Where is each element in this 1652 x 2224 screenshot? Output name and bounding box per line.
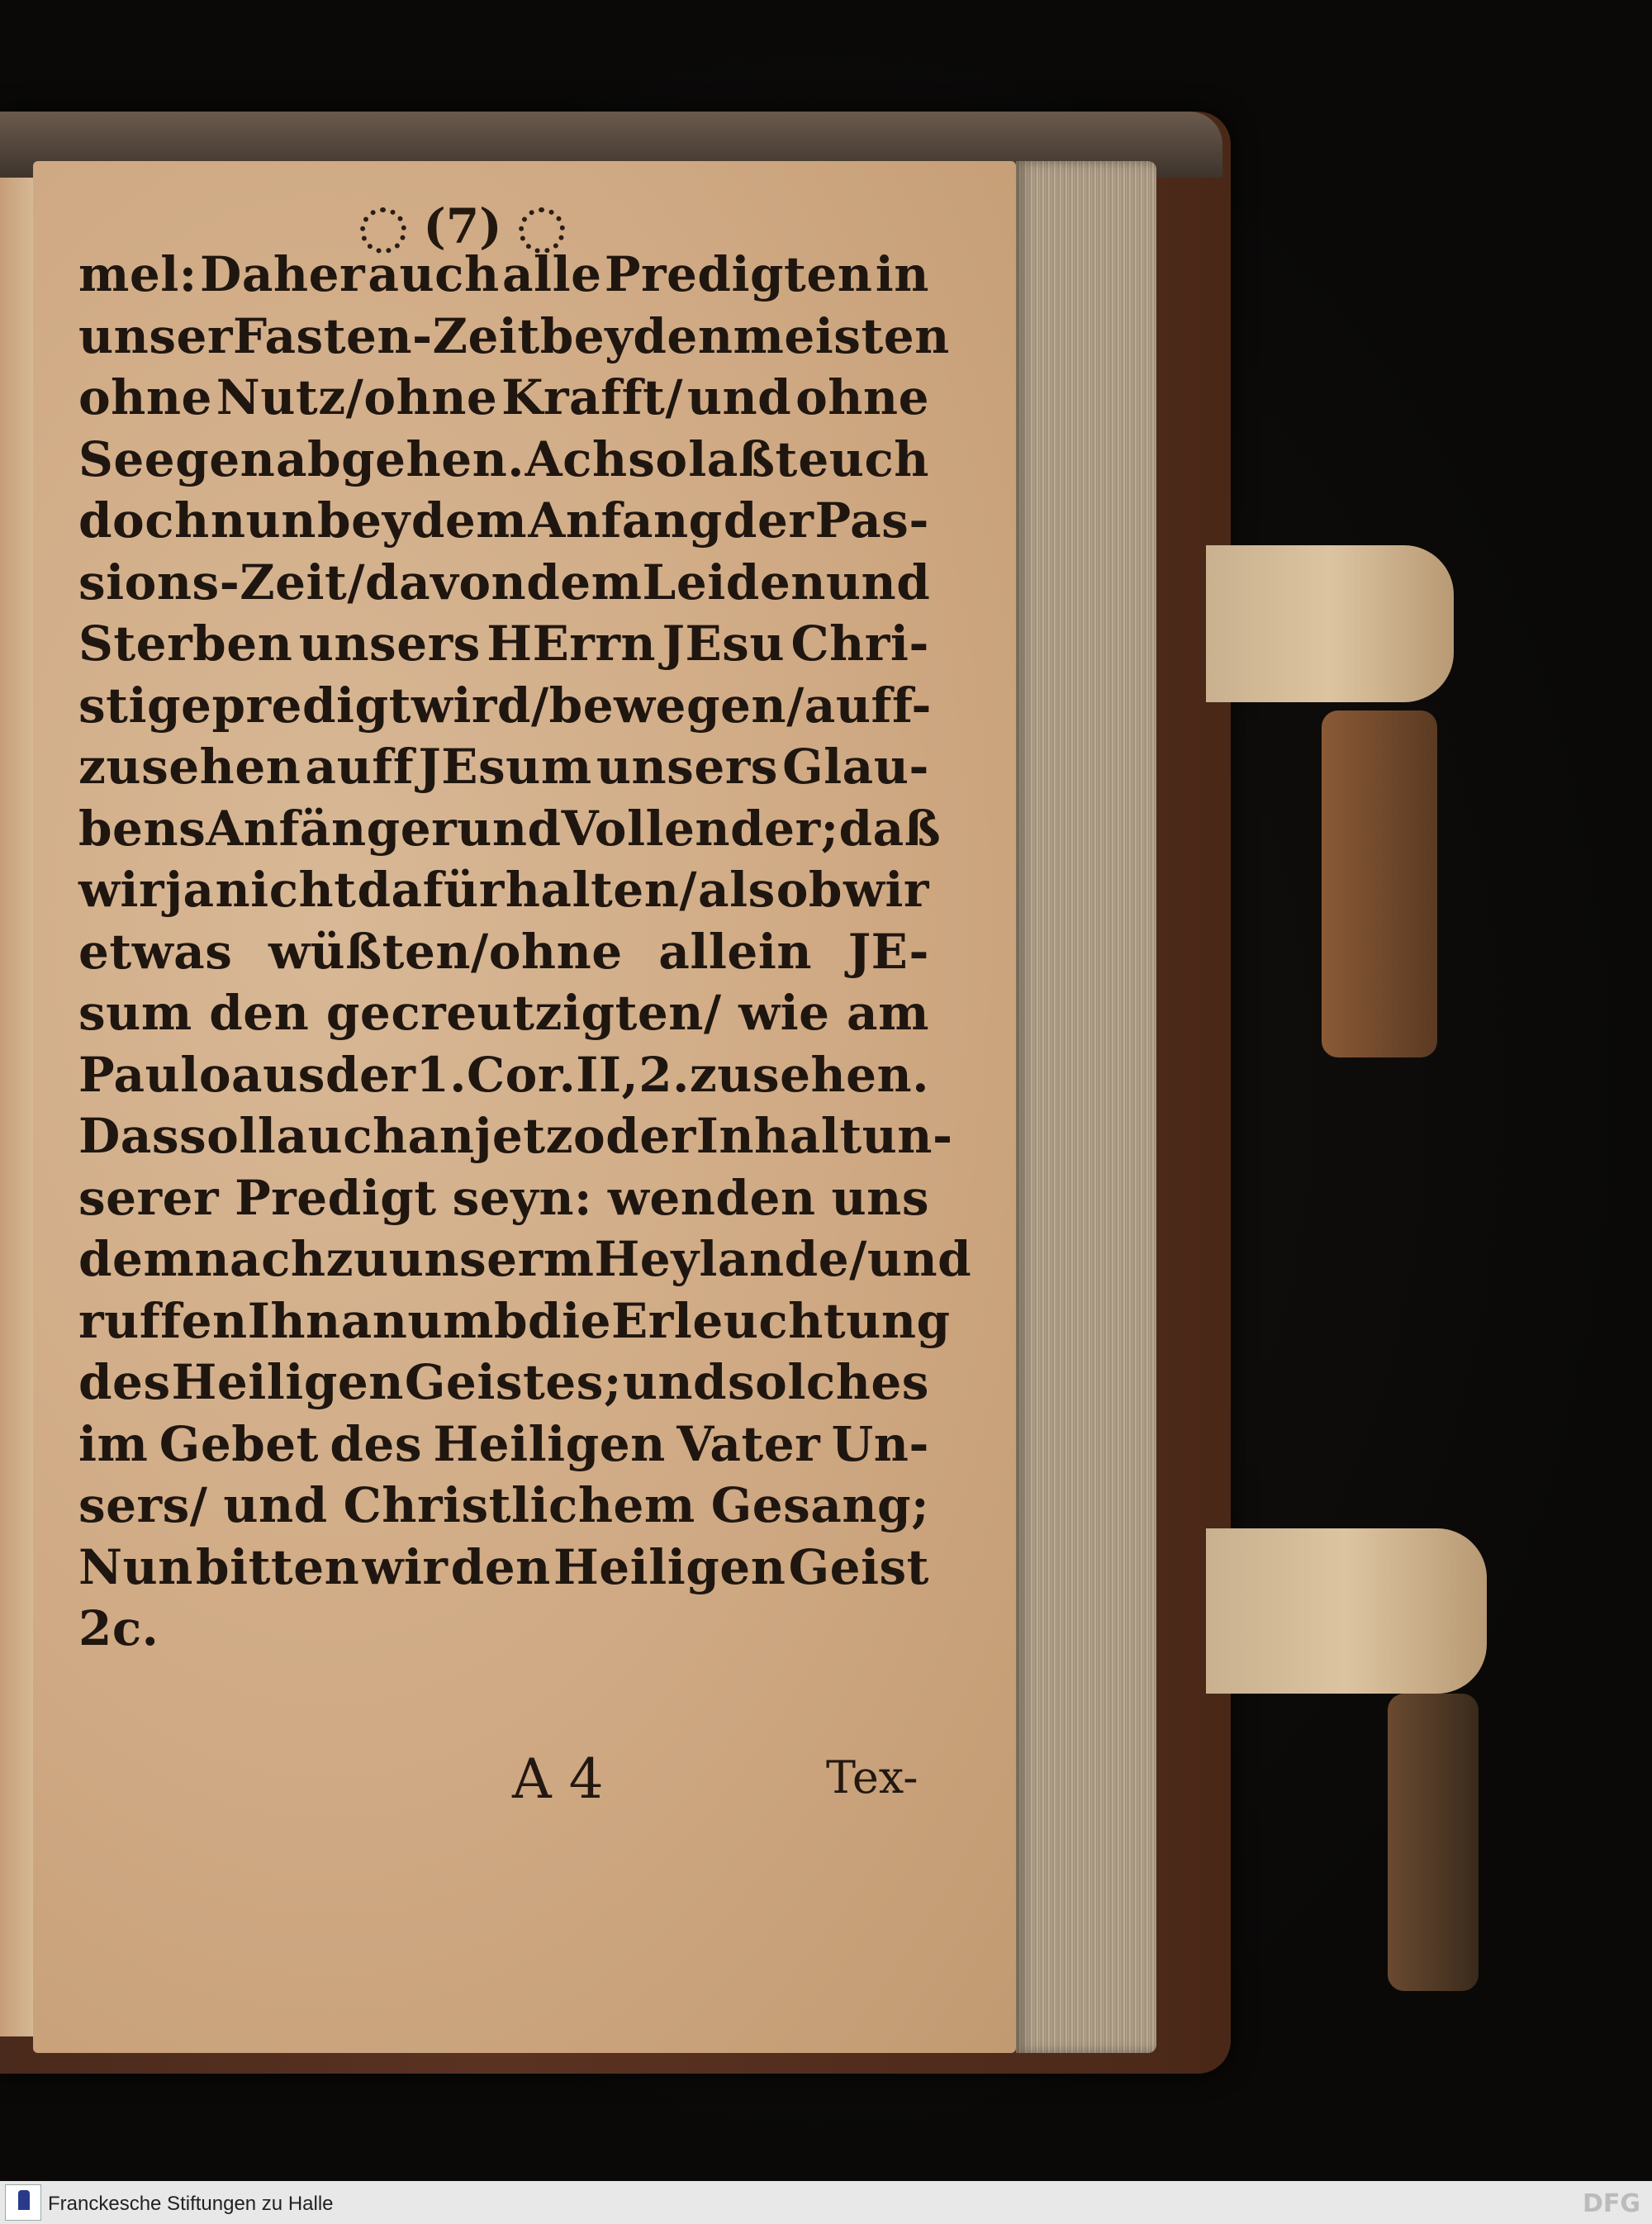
word: uns	[831, 1169, 929, 1226]
text-line	[78, 552, 929, 614]
word: Ihn	[247, 1292, 341, 1349]
word: Fasten-Zeit	[232, 307, 540, 364]
word: sers/	[78, 1477, 208, 1533]
word: HErrn	[487, 615, 657, 672]
word: wüßten/ohne	[268, 923, 623, 980]
word: 1.	[415, 1046, 468, 1103]
text-line	[78, 798, 942, 860]
word: ohne	[795, 369, 929, 425]
word: da	[365, 554, 431, 611]
word: so	[628, 430, 688, 487]
word: soll	[179, 1108, 277, 1164]
word: bens	[78, 800, 206, 857]
word: Gebet	[159, 1415, 319, 1472]
word: Nun	[78, 1538, 193, 1595]
word: der	[605, 1108, 696, 1164]
text-line	[78, 1290, 951, 1352]
text-line	[78, 1598, 929, 1660]
word: ob	[776, 862, 843, 918]
word: Paulo	[78, 1046, 232, 1103]
text-line	[78, 921, 929, 983]
word: und	[825, 554, 931, 611]
word: den	[450, 1538, 551, 1595]
word: des	[78, 1354, 171, 1410]
text-line	[78, 1044, 929, 1106]
word: Predigt	[235, 1169, 437, 1226]
word: Anfänger	[206, 800, 458, 857]
word: aus	[231, 1046, 325, 1103]
word: dem	[411, 492, 528, 549]
text-line	[78, 1414, 929, 1476]
word: in	[875, 246, 929, 302]
upper-clasp-metal	[1322, 710, 1437, 1057]
word: auff	[305, 739, 415, 795]
previous-page-edge	[0, 178, 37, 2036]
word: nicht	[215, 862, 357, 918]
word: auff-	[804, 677, 932, 734]
word: und	[866, 1231, 972, 1287]
text-line	[78, 982, 929, 1044]
word: Nutz/ohne	[216, 369, 498, 425]
word: wir	[78, 862, 165, 918]
word: Inhalt	[695, 1108, 862, 1164]
word: alle	[501, 246, 602, 302]
word: Heiligen	[433, 1415, 666, 1472]
word: JEsum	[418, 739, 592, 795]
word: und	[457, 800, 562, 857]
word: daß	[838, 800, 942, 857]
word: am	[847, 985, 929, 1041]
word: II,	[576, 1046, 639, 1103]
dfg-mark: DFG	[1582, 2189, 1640, 2218]
word: demnach	[78, 1231, 326, 1287]
word: dafür	[357, 862, 505, 918]
text-line	[78, 1352, 929, 1414]
word: Pas-	[814, 492, 929, 549]
lower-clasp-metal	[1388, 1694, 1479, 1991]
footer-bar	[0, 2181, 1652, 2224]
text-line	[78, 1475, 929, 1537]
word: halten/	[505, 862, 698, 918]
word: wenden	[607, 1169, 816, 1226]
word: serer	[78, 1169, 220, 1226]
word: Geistes;	[404, 1354, 622, 1410]
word: zusehen.	[689, 1046, 929, 1103]
text-line	[78, 367, 929, 429]
institution-name: Franckesche Stiftungen zu Halle	[48, 2193, 334, 2215]
word: ohne	[78, 369, 212, 425]
word: Vollender;	[561, 800, 839, 857]
word: der	[723, 492, 814, 549]
word: Daher	[200, 246, 366, 302]
lower-clasp-strap	[1206, 1528, 1487, 1694]
word: allein	[658, 923, 813, 980]
word: Sterben	[78, 615, 293, 672]
body-text	[78, 244, 972, 1660]
word: gecreutzigten/	[325, 985, 722, 1041]
page-block-edges	[1016, 161, 1156, 2053]
word: an	[340, 1292, 408, 1349]
word: Gesang;	[710, 1477, 929, 1533]
word: Glau-	[782, 739, 929, 795]
text-line	[78, 613, 929, 675]
word: und	[622, 1354, 728, 1410]
text-line	[78, 675, 932, 737]
signature-mark: A 4	[512, 1747, 604, 1811]
text-line	[78, 490, 929, 552]
word: bewegen/	[548, 677, 805, 734]
word: Das	[78, 1108, 180, 1164]
word: Chri-	[790, 615, 929, 672]
word: Ach	[525, 430, 628, 487]
word: Geist	[788, 1538, 929, 1595]
word: etwas	[78, 923, 233, 980]
text-line	[78, 736, 929, 798]
upper-clasp-strap	[1206, 545, 1454, 702]
word: meisten	[733, 307, 950, 364]
institution-logo-icon	[5, 2184, 41, 2221]
word: Seegen	[78, 430, 276, 487]
word: unsers	[596, 739, 778, 795]
word: wie	[738, 985, 830, 1041]
text-line	[78, 1105, 953, 1167]
word: den	[209, 985, 310, 1041]
word: un-	[862, 1108, 953, 1164]
word: ja	[164, 862, 215, 918]
word: mel:	[78, 246, 197, 302]
word: solches	[728, 1354, 929, 1410]
word: sum	[78, 985, 192, 1041]
word: wir	[843, 862, 929, 918]
word: bey	[317, 492, 411, 549]
word: von	[430, 554, 527, 611]
word: zusehen	[78, 739, 301, 795]
word: unser	[78, 307, 233, 364]
word: seyn:	[452, 1169, 592, 1226]
word: 2.	[638, 1046, 690, 1103]
word: 2c.	[78, 1600, 159, 1656]
text-line	[78, 429, 929, 491]
word: bey	[539, 307, 634, 364]
word: bitten	[196, 1538, 360, 1595]
word: Predigten	[604, 246, 873, 302]
word: zu	[325, 1231, 389, 1287]
text-line	[78, 1537, 929, 1599]
word: Cor.	[467, 1046, 577, 1103]
text-line	[78, 306, 950, 368]
word: JEsu	[662, 615, 786, 672]
word: Vater	[676, 1415, 821, 1472]
word: des	[330, 1415, 422, 1472]
word: den	[633, 307, 733, 364]
word: auch	[276, 1108, 408, 1164]
text-line	[78, 244, 929, 306]
word: laßt	[688, 430, 798, 487]
word: sions-Zeit/	[78, 554, 366, 611]
word: Christlichem	[343, 1477, 695, 1533]
word: unsers	[298, 615, 481, 672]
word: Heiligen	[553, 1538, 786, 1595]
word: doch	[78, 492, 210, 549]
word: der	[325, 1046, 416, 1103]
word: sti	[78, 677, 147, 734]
word: dem	[526, 554, 643, 611]
catchword: Tex-	[826, 1751, 919, 1803]
word: Un-	[831, 1415, 929, 1472]
word: Leiden	[642, 554, 826, 611]
text-line	[78, 1167, 929, 1229]
word: JE-	[847, 923, 929, 980]
word: Anfang	[528, 492, 723, 549]
word: Erleuchtung	[611, 1292, 951, 1349]
word: auch	[368, 246, 500, 302]
word: wir	[362, 1538, 449, 1595]
word: und	[223, 1477, 328, 1533]
word: wird/	[411, 677, 549, 734]
word: abgehen.	[275, 430, 525, 487]
text-line	[78, 1228, 972, 1290]
word: umb	[407, 1292, 529, 1349]
word: als	[698, 862, 776, 918]
word: und	[686, 369, 792, 425]
word: unserm	[388, 1231, 595, 1287]
word: Heylande/	[594, 1231, 867, 1287]
word: die	[528, 1292, 612, 1349]
word: ruffen	[78, 1292, 248, 1349]
word: anjetzo	[407, 1108, 606, 1164]
word: gepredigt	[146, 677, 411, 734]
word: Krafft/	[501, 369, 684, 425]
word: euch	[798, 430, 929, 487]
text-line	[78, 859, 929, 921]
page-number: (7)	[423, 198, 502, 254]
word: im	[78, 1415, 149, 1472]
word: nun	[210, 492, 316, 549]
word: Heiligen	[171, 1354, 404, 1410]
